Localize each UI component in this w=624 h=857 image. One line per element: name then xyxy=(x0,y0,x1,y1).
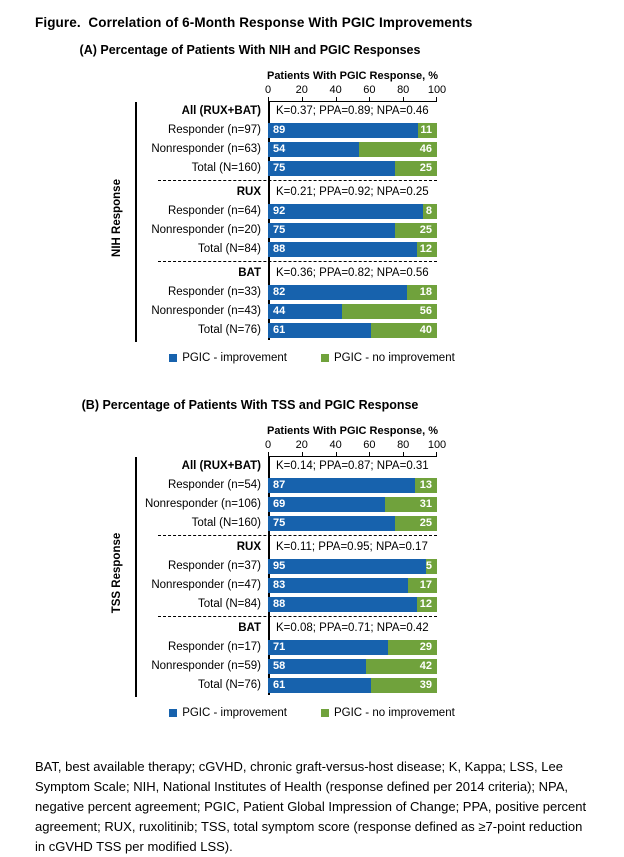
group-label: BAT xyxy=(238,622,261,634)
group-header-row xyxy=(137,104,437,119)
x-tick-mark xyxy=(369,452,370,456)
bar-segment-no-improvement: 39 xyxy=(371,678,437,693)
bar-row-label: Nonresponder (n=63) xyxy=(151,143,261,155)
bar-row-label: Nonresponder (n=20) xyxy=(151,224,261,236)
panel-b xyxy=(0,398,624,719)
bar-plot xyxy=(268,204,437,219)
legend-label: PGIC - no improvement xyxy=(334,352,455,364)
chart-body xyxy=(135,102,437,342)
bar-plot xyxy=(268,242,437,257)
group-header-row xyxy=(137,266,437,281)
y-axis-label: TSS Response xyxy=(111,532,123,614)
x-tick-mark xyxy=(302,97,303,101)
bar-row xyxy=(137,597,437,612)
x-tick-mark xyxy=(436,97,437,101)
legend-item xyxy=(169,352,287,364)
bar-row-label: Nonresponder (n=59) xyxy=(151,660,261,672)
stacked-bar xyxy=(268,123,437,138)
stacked-bar xyxy=(268,242,437,257)
chart-main xyxy=(135,66,447,342)
legend-label: PGIC - improvement xyxy=(182,352,287,364)
bar-segment-improvement: 89 xyxy=(268,123,418,138)
bar-segment-improvement: 61 xyxy=(268,678,371,693)
legend xyxy=(0,707,624,719)
panel-a-title: (A) Percentage of Patients With NIH and PGIC Responses xyxy=(79,43,421,57)
bar-segment-improvement: 88 xyxy=(268,597,417,612)
bar-row xyxy=(137,142,437,157)
bar-rows xyxy=(137,457,437,697)
bar-row xyxy=(137,559,437,574)
x-tick-label: 20 xyxy=(295,439,308,451)
bar-row xyxy=(137,161,437,176)
bar-row xyxy=(137,659,437,674)
x-axis-tick-labels xyxy=(264,439,447,452)
abbreviations-footnote: BAT, best available therapy; cGVHD, chronic graft-versus-host disease; K, Kappa; LSS, Lee Symptom Scale; NIH, National Institutes of Health (response defined per 2014 criteria); NPA, negative percent agreement; PGIC, Patient Global Impression of Change; PPA, positive percent agreement; RUX, ruxolitinib; TSS, total symptom score (response defined as ≥7-point reduction in cGVHD TSS per modified LSS). xyxy=(35,759,587,855)
bar-plot xyxy=(268,497,437,512)
bar-row xyxy=(137,204,437,219)
bar-row-label: Responder (n=17) xyxy=(167,641,261,653)
bar-row-label: Total (N=160) xyxy=(191,517,261,529)
bar-row-label: Nonresponder (n=106) xyxy=(144,498,261,510)
bar-row-label: Nonresponder (n=43) xyxy=(151,305,261,317)
bar-segment-improvement: 88 xyxy=(268,242,417,257)
group-header-row xyxy=(137,185,437,200)
bar-row-label: Total (N=76) xyxy=(198,679,261,691)
bar-row xyxy=(137,678,437,693)
stacked-bar xyxy=(268,578,437,593)
stacked-bar xyxy=(268,640,437,655)
group-label: RUX xyxy=(236,186,261,198)
stacked-bar xyxy=(268,161,437,176)
bar-segment-no-improvement: 40 xyxy=(371,323,437,338)
x-tick-mark xyxy=(336,452,337,456)
legend-swatch-improvement xyxy=(169,354,177,362)
bar-segment-no-improvement: 25 xyxy=(395,161,437,176)
bar-row-label: Responder (n=54) xyxy=(167,479,261,491)
bar-segment-improvement: 83 xyxy=(268,578,408,593)
bar-plot xyxy=(268,323,437,338)
bar-segment-improvement: 75 xyxy=(268,161,395,176)
bar-segment-improvement: 54 xyxy=(268,142,359,157)
x-tick-label: 20 xyxy=(295,84,308,96)
x-tick-mark xyxy=(403,452,404,456)
bar-plot xyxy=(268,161,437,176)
x-axis-header xyxy=(135,421,447,457)
group-stats: K=0.08; PPA=0.71; NPA=0.42 xyxy=(276,622,429,634)
x-axis-header xyxy=(135,66,447,102)
x-axis-title: Patients With PGIC Response, % xyxy=(266,70,439,82)
bar-segment-improvement: 87 xyxy=(268,478,415,493)
x-axis-area xyxy=(264,421,447,457)
bar-segment-no-improvement: 13 xyxy=(415,478,437,493)
stacked-bar xyxy=(268,559,437,574)
stacked-bar xyxy=(268,659,437,674)
bar-segment-no-improvement: 8 xyxy=(423,204,437,219)
x-tick-label: 0 xyxy=(264,84,272,96)
x-tick-label: 80 xyxy=(397,439,410,451)
legend-item xyxy=(321,707,455,719)
legend-item xyxy=(321,352,455,364)
x-tick-label: 60 xyxy=(363,439,376,451)
group-separator-dashed xyxy=(158,180,437,181)
legend-swatch-no_improvement xyxy=(321,709,329,717)
group-stats: K=0.36; PPA=0.82; NPA=0.56 xyxy=(276,267,429,279)
bar-row xyxy=(137,478,437,493)
x-tick-label: 100 xyxy=(427,84,447,96)
x-tick-mark xyxy=(302,452,303,456)
bar-segment-improvement: 71 xyxy=(268,640,388,655)
bar-segment-improvement: 61 xyxy=(268,323,371,338)
stacked-bar xyxy=(268,597,437,612)
group-stats: K=0.14; PPA=0.87; NPA=0.31 xyxy=(276,460,429,472)
stacked-bar xyxy=(268,304,437,319)
panel-a-chart xyxy=(99,66,624,342)
chart-main xyxy=(135,421,447,697)
bar-row xyxy=(137,304,437,319)
x-tick-mark xyxy=(436,452,437,456)
group-label: BAT xyxy=(238,267,261,279)
bar-row-label: Responder (n=33) xyxy=(167,286,261,298)
bar-plot xyxy=(268,559,437,574)
bar-segment-no-improvement: 17 xyxy=(408,578,437,593)
bar-row xyxy=(137,516,437,531)
bar-row xyxy=(137,285,437,300)
bar-segment-improvement: 82 xyxy=(268,285,407,300)
y-axis-label: NIH Response xyxy=(111,179,123,257)
bar-row-label: Responder (n=97) xyxy=(167,124,261,136)
chart-body xyxy=(135,457,437,697)
bar-rows xyxy=(137,102,437,342)
group-separator-dashed xyxy=(158,616,437,617)
bar-row-label: Total (N=160) xyxy=(191,162,261,174)
x-tick-label: 40 xyxy=(329,439,342,451)
x-tick-mark xyxy=(268,452,269,456)
x-tick-mark xyxy=(268,97,269,101)
x-tick-label: 80 xyxy=(397,84,410,96)
bar-plot xyxy=(268,123,437,138)
stacked-bar xyxy=(268,497,437,512)
group-stats: K=0.37; PPA=0.89; NPA=0.46 xyxy=(276,105,429,117)
bar-plot xyxy=(268,142,437,157)
x-tick-mark xyxy=(403,97,404,101)
bar-segment-no-improvement: 25 xyxy=(395,516,437,531)
bar-row-label: Total (N=76) xyxy=(198,324,261,336)
bar-plot xyxy=(268,516,437,531)
legend-label: PGIC - no improvement xyxy=(334,707,455,719)
bar-plot xyxy=(268,285,437,300)
group-header-row xyxy=(137,540,437,555)
bar-segment-no-improvement: 12 xyxy=(417,242,437,257)
legend-swatch-improvement xyxy=(169,709,177,717)
bar-segment-no-improvement: 42 xyxy=(366,659,437,674)
stacked-bar xyxy=(268,204,437,219)
bar-segment-improvement: 75 xyxy=(268,223,395,238)
bar-segment-no-improvement: 29 xyxy=(388,640,437,655)
stacked-bar xyxy=(268,285,437,300)
bar-row-label: Responder (n=64) xyxy=(167,205,261,217)
bar-plot xyxy=(268,578,437,593)
bar-row xyxy=(137,640,437,655)
bar-segment-improvement: 92 xyxy=(268,204,423,219)
group-header-row xyxy=(137,621,437,636)
bar-plot xyxy=(268,640,437,655)
bar-plot xyxy=(268,478,437,493)
x-axis-tick-labels xyxy=(264,84,447,97)
legend-swatch-no_improvement xyxy=(321,354,329,362)
panel-b-title: (B) Percentage of Patients With TSS and PGIC Response xyxy=(81,398,419,412)
x-axis-area xyxy=(264,66,447,102)
group-header-row xyxy=(137,459,437,474)
bar-segment-improvement: 75 xyxy=(268,516,395,531)
panel-b-chart xyxy=(99,421,624,697)
bar-row xyxy=(137,578,437,593)
x-tick-label: 0 xyxy=(264,439,272,451)
bar-segment-no-improvement: 56 xyxy=(342,304,437,319)
group-stats: K=0.11; PPA=0.95; NPA=0.17 xyxy=(276,541,428,553)
bar-segment-no-improvement: 25 xyxy=(395,223,437,238)
bar-segment-no-improvement: 12 xyxy=(417,597,437,612)
y-axis-label-column xyxy=(99,66,135,342)
bar-segment-no-improvement: 18 xyxy=(407,285,437,300)
x-tick-label: 60 xyxy=(363,84,376,96)
bar-segment-no-improvement: 46 xyxy=(359,142,437,157)
bar-row xyxy=(137,123,437,138)
bar-segment-improvement: 69 xyxy=(268,497,385,512)
bar-row-label: Responder (n=37) xyxy=(167,560,261,572)
axis-spacer xyxy=(135,66,268,102)
figure-title: Figure. Correlation of 6-Month Response With PGIC Improvements xyxy=(35,15,473,30)
bar-segment-no-improvement: 11 xyxy=(418,123,437,138)
y-axis-label-column xyxy=(99,421,135,697)
group-separator-dashed xyxy=(158,261,437,262)
bar-segment-no-improvement: 5 xyxy=(426,559,437,574)
x-tick-mark xyxy=(369,97,370,101)
bar-plot xyxy=(268,659,437,674)
bar-row-label: Total (N=84) xyxy=(198,243,261,255)
group-label: All (RUX+BAT) xyxy=(181,460,261,472)
bar-plot xyxy=(268,304,437,319)
legend-label: PGIC - improvement xyxy=(182,707,287,719)
bar-segment-improvement: 58 xyxy=(268,659,366,674)
bar-row xyxy=(137,497,437,512)
axis-spacer xyxy=(135,421,268,457)
stacked-bar xyxy=(268,323,437,338)
panel-a xyxy=(0,43,624,364)
stacked-bar xyxy=(268,678,437,693)
bar-row-label: Total (N=84) xyxy=(198,598,261,610)
group-label: RUX xyxy=(236,541,261,553)
group-stats: K=0.21; PPA=0.92; NPA=0.25 xyxy=(276,186,429,198)
stacked-bar xyxy=(268,142,437,157)
bar-plot xyxy=(268,597,437,612)
stacked-bar xyxy=(268,516,437,531)
legend xyxy=(0,352,624,364)
bar-row-label: Nonresponder (n=47) xyxy=(151,579,261,591)
group-label: All (RUX+BAT) xyxy=(181,105,261,117)
bar-segment-no-improvement: 31 xyxy=(385,497,437,512)
stacked-bar xyxy=(268,223,437,238)
group-separator-dashed xyxy=(158,535,437,536)
bar-plot xyxy=(268,223,437,238)
bar-plot xyxy=(268,678,437,693)
bar-row xyxy=(137,323,437,338)
x-tick-label: 40 xyxy=(329,84,342,96)
bar-row xyxy=(137,242,437,257)
stacked-bar xyxy=(268,478,437,493)
legend-item xyxy=(169,707,287,719)
x-tick-label: 100 xyxy=(427,439,447,451)
bar-segment-improvement: 44 xyxy=(268,304,342,319)
x-axis-title: Patients With PGIC Response, % xyxy=(266,425,439,437)
bar-row xyxy=(137,223,437,238)
bar-segment-improvement: 95 xyxy=(268,559,426,574)
x-tick-mark xyxy=(336,97,337,101)
